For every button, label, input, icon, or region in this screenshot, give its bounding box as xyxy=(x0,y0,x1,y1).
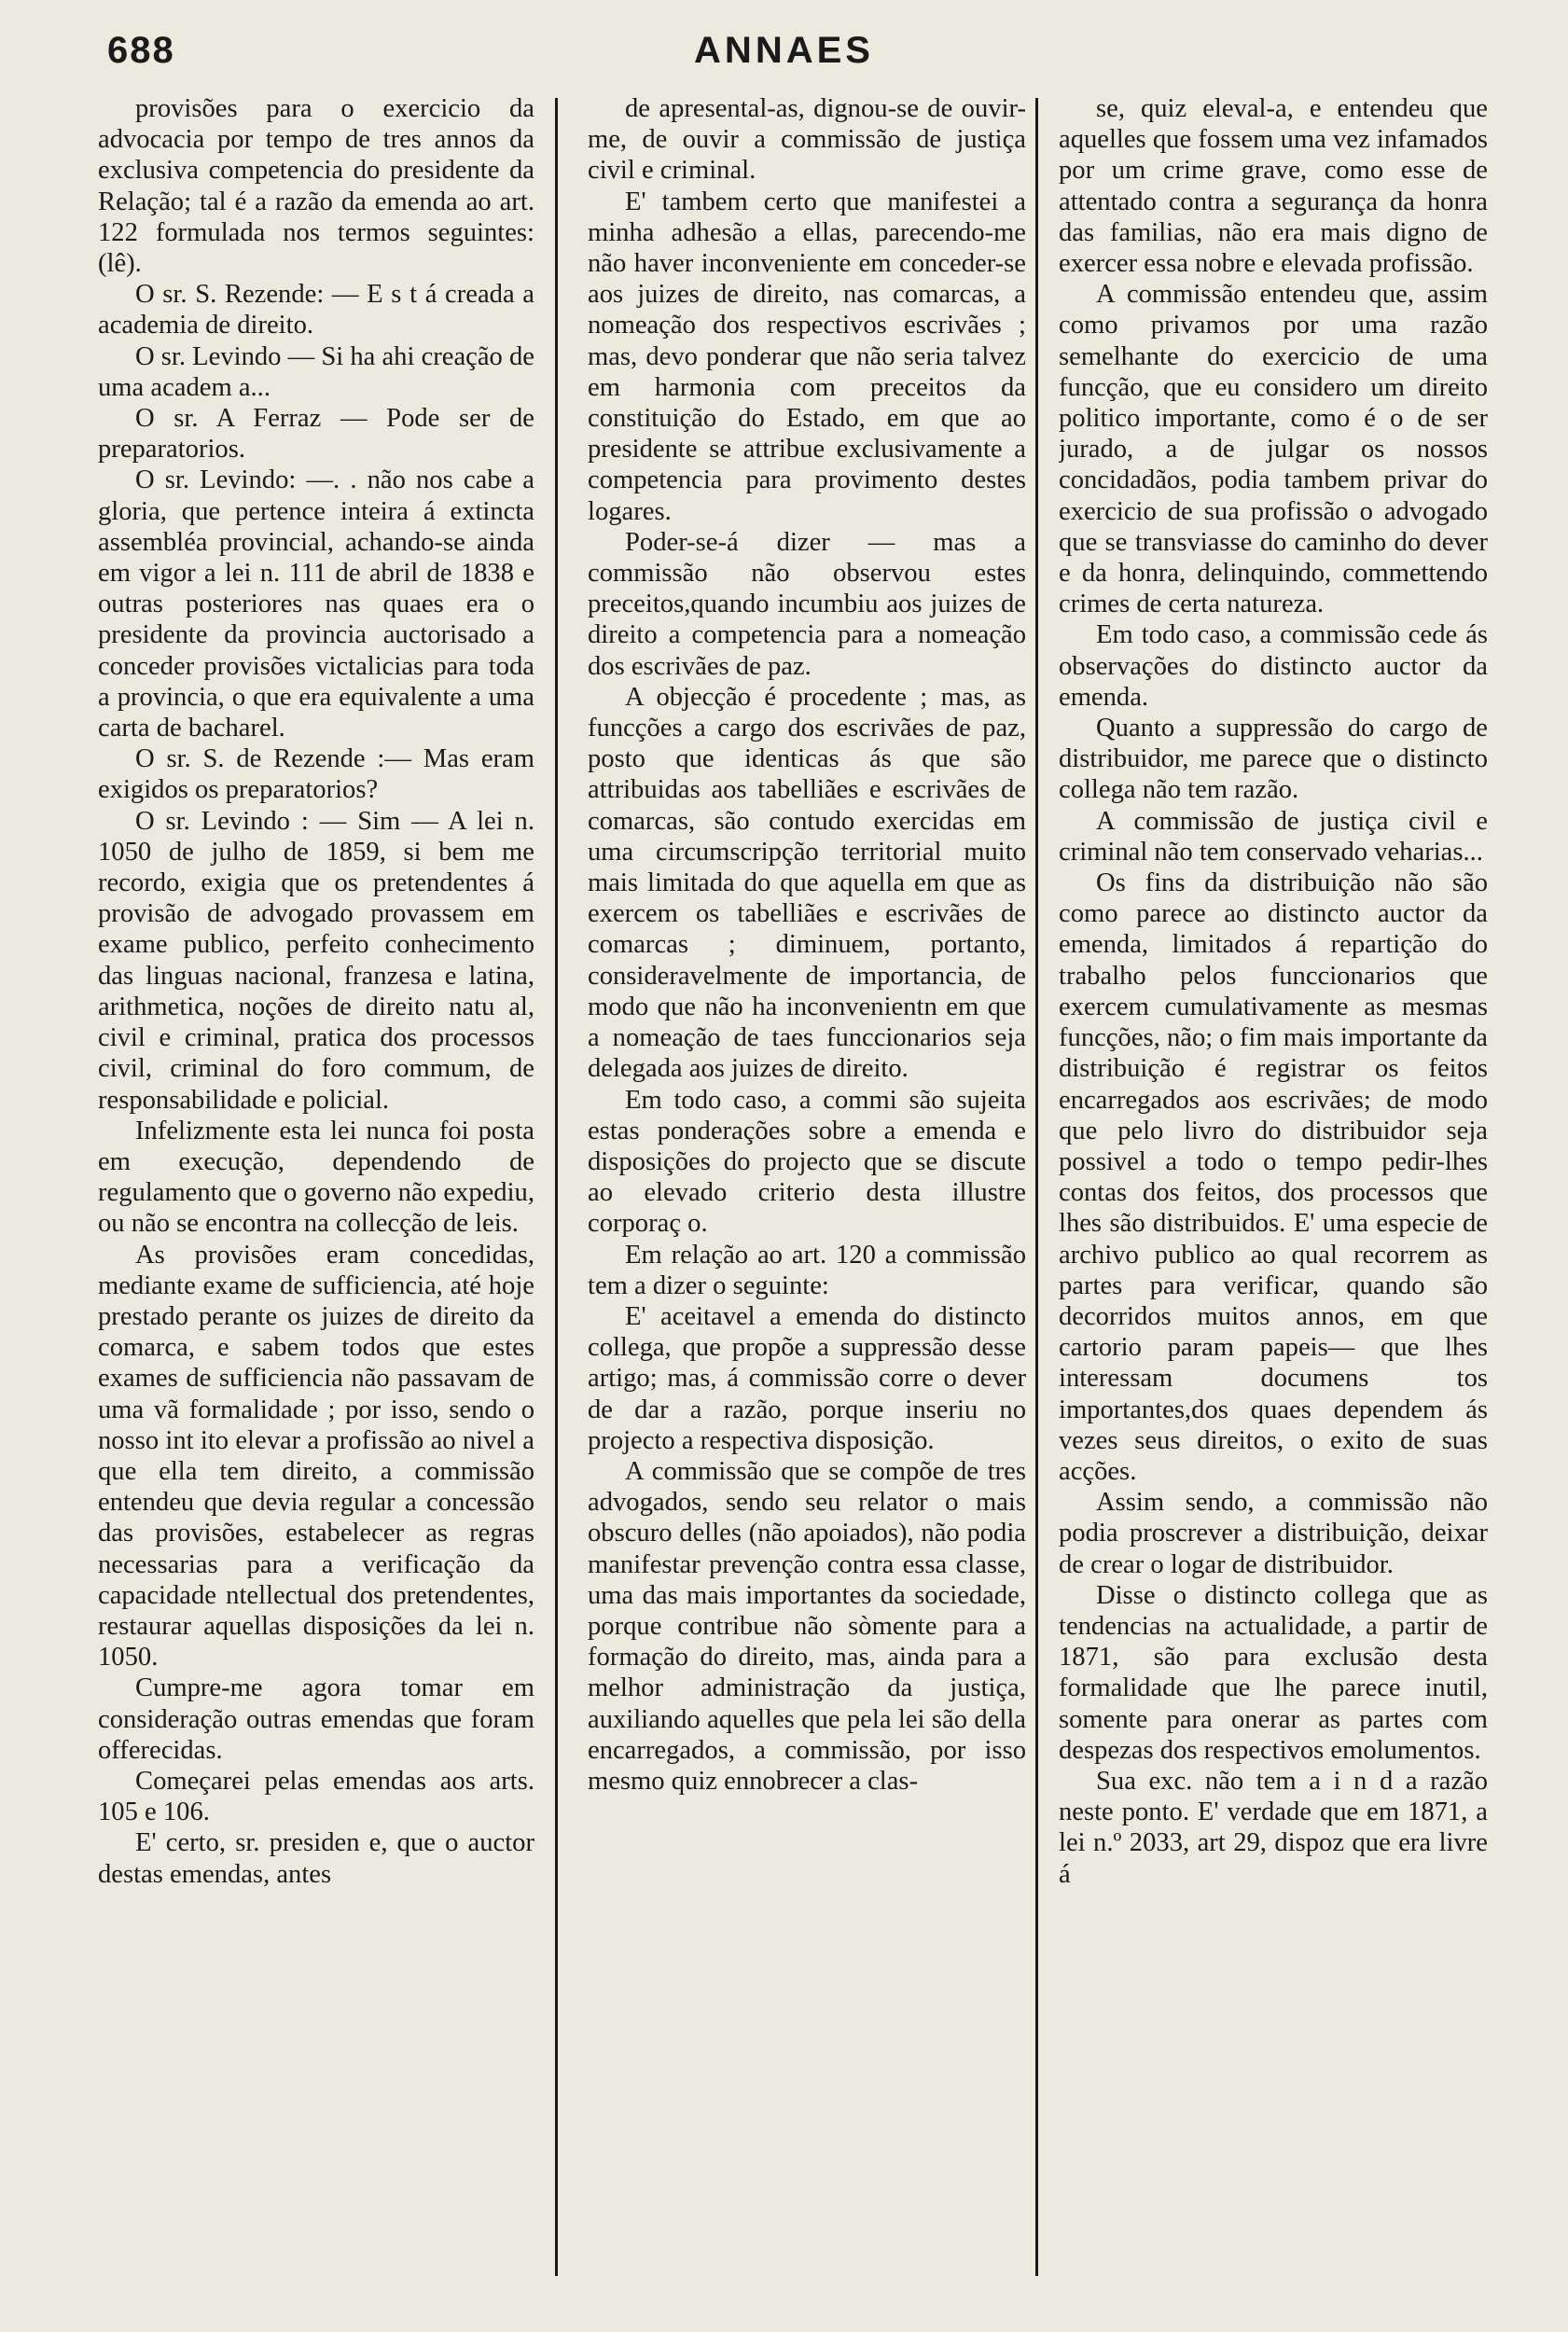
paragraph: E' aceitavel a emenda do distincto collega, que propõe a suppressão desse artigo; mas, á commissão corre o dever de dar a razão, porque inseriu no projecto a respectiva disposição. xyxy=(588,1301,1026,1455)
paragraph: Em todo caso, a commi são sujeita estas ponderações sobre a emenda e disposições do projecto que se discute ao elevado criterio desta illustre corporaç o. xyxy=(588,1085,1026,1239)
paragraph: A objecção é procedente ; mas, as funcções a cargo dos escrivães de paz, posto que identicas ás que são attribuidas aos tabelliães e escrivães de comarcas, são contudo exercidas em uma circumscripção territorial muito mais limitada do que aquella em que as exercem os tabelliães e escrivães de comarcas ; diminuem, portanto, consideravelmente de importancia, de modo que não ha inconvenientn em que a nomeação de taes funccionarios seja delegada aos juizes de direito. xyxy=(588,682,1026,1084)
paragraph: Cumpre-me agora tomar em consideração outras emendas que foram offerecidas. xyxy=(98,1673,534,1765)
column-2 xyxy=(588,93,1026,2285)
page-header xyxy=(0,21,1568,76)
paragraph: de apresental-as, dignou-se de ouvir-me, de ouvir a commissão de justiça civil e criminal. xyxy=(588,94,1026,186)
paragraph: provisões para o exercicio da advocacia por tempo de tres annos da exclusiva competencia do presidente da Relação; tal é a razão da emenda ao art. 122 formulada nos termos seguintes: (lê). xyxy=(98,94,534,279)
paragraph: Assim sendo, a commissão não podia proscrever a distribuição, deixar de crear o logar de distribuidor. xyxy=(1059,1488,1488,1579)
paragraph: A commissão que se compõe de tres advogados, sendo seu relator o mais obscuro delles (não apoiados), não podia manifestar prevenção contra essa classe, uma das mais importantes da sociedade, porque contribue não sòmente para a formação do direito, mas, ainda para a melhor administração da justiça, auxiliando aquelles que pela lei são della encarregados, a commissão, por isso mesmo quiz ennobrecer a clas- xyxy=(588,1456,1026,1796)
paragraph: Começarei pelas emendas aos arts. 105 e 106. xyxy=(98,1766,534,1827)
page-number: 688 xyxy=(107,30,175,71)
paragraph: se, quiz eleval-a, e entendeu que aquelles que fossem uma vez infamados por um crime grave, como esse de attentado contra a segurança da honra das familias, não era mais digno de exercer essa nobre e elevada profissão. xyxy=(1059,94,1488,279)
paragraph: O sr. S. de Rezende :— Mas eram exigidos os preparatorios? xyxy=(98,744,534,805)
paragraph: O sr. Levindo: —. . não nos cabe a gloria, que pertence inteira á extincta assembléa provincial, achando-se ainda em vigor a lei n. 111 de abril de 1838 e outras posteriores nas quaes era o presidente da provincia auctorisado a conceder provisões victalicias para toda a provincia, o que era equivalente a uma carta de bacharel. xyxy=(98,465,534,743)
column-3 xyxy=(1059,93,1488,2285)
paragraph: A commissão de justiça civil e criminal não tem conservado veharias... xyxy=(1059,806,1488,867)
paragraph: O sr. A Ferraz — Pode ser de preparatorios. xyxy=(98,404,534,465)
paragraph: As provisões eram concedidas, mediante exame de sufficiencia, até hoje prestado perante os juizes de direito da comarca, e sabem todos que estes exames de sufficiencia não passavam de uma vã formalidade ; por isso, sendo o nosso int ito elevar a profissão ao nivel a que ella tem direito, a commissão entendeu que devia regular a concessão das provisões, estabelecer as regras necessarias para a verificação da capacidade ntellectual dos pretendentes, restaurar aquellas disposições da lei n. 1050. xyxy=(98,1240,534,1673)
paragraph: Sua exc. não tem a i n d a razão neste ponto. E' verdade que em 1871, a lei n.º 2033, art 29, dispoz que era livre á xyxy=(1059,1766,1488,1889)
text-columns xyxy=(98,93,1488,2285)
paragraph: O sr. Levindo — Si ha ahi creação de uma academ a... xyxy=(98,341,534,402)
paragraph: Poder-se-á dizer — mas a commissão não observou estes preceitos,quando incumbiu aos juizes de direito a competencia para a nomeação dos escrivães de paz. xyxy=(588,527,1026,681)
paragraph: E' certo, sr. presiden e, que o auctor destas emendas, antes xyxy=(98,1828,534,1889)
paragraph: Em relação ao art. 120 a commissão tem a dizer o seguinte: xyxy=(588,1240,1026,1300)
paragraph: O sr. S. Rezende: — E s t á creada a academia de direito. xyxy=(98,280,534,340)
paragraph: E' tambem certo que manifestei a minha adhesão a ellas, parecendo-me não haver inconveniente em conceder-se aos juizes de direito, nas comarcas, a nomeação dos respectivos escrivães ; mas, devo ponderar que não seria talvez em harmonia com preceitos da constituição do Estado, em que ao presidente se attribue exclusivamente a competencia para provimento destes logares. xyxy=(588,187,1026,526)
paragraph: Disse o distincto collega que as tendencias na actualidade, a partir de 1871, são para exclusão desta formalidade que lhe parece inutil, somente para onerar as partes com despezas dos respectivos emolumentos. xyxy=(1059,1580,1488,1765)
paragraph: Quanto a suppressão do cargo de distribuidor, me parece que o distincto collega não tem razão. xyxy=(1059,714,1488,805)
column-1 xyxy=(98,93,534,2285)
paragraph: Infelizmente esta lei nunca foi posta em execução, dependendo de regulamento que o governo não expediu, ou não se encontra na collecção de leis. xyxy=(98,1116,534,1239)
paragraph: Em todo caso, a commissão cede ás observações do distincto auctor da emenda. xyxy=(1059,620,1488,712)
paragraph: Os fins da distribuição não são como parece ao distincto auctor da emenda, limitados á repartição do trabalho pelos funccionarios que exercem cumulativamente as mesmas funcções, não; o fim mais importante da distribuição é registrar os feitos encarregados aos escrivães; de modo que pelo livro do distribuidor seja possivel a todo o tempo pedir-lhes contas dos feitos, dos processos que lhes são distribuidos. E' uma especie de archivo publico ao qual recorrem as partes para verificar, quando são decorridos muitos annos, em que cartorio param papeis— que lhes interessam documens tos importantes,dos quaes dependem ás vezes seus direitos, o exito de suas acções. xyxy=(1059,868,1488,1486)
paragraph: A commissão entendeu que, assim como privamos por uma razão semelhante do exercicio de uma funcção, que eu considero um direito politico importante, como é o de ser jurado, a de julgar os nossos concidadãos, podia tambem privar do exercicio de sua profissão o advogado que se transviasse do caminho do dever e da honra, delinquindo, commettendo crimes de certa natureza. xyxy=(1059,280,1488,619)
paragraph: O sr. Levindo : — Sim — A lei n. 1050 de julho de 1859, si bem me recordo, exigia que os pretendentes á provisão de advogado provassem em exame publico, perfeito conhecimento das linguas nacional, franzesa e latina, arithmetica, noções de direito natu al, civil e criminal, pratica dos processos civil, criminal do foro commum, de responsabilidade e policial. xyxy=(98,806,534,1115)
running-head: ANNAES xyxy=(694,30,874,71)
